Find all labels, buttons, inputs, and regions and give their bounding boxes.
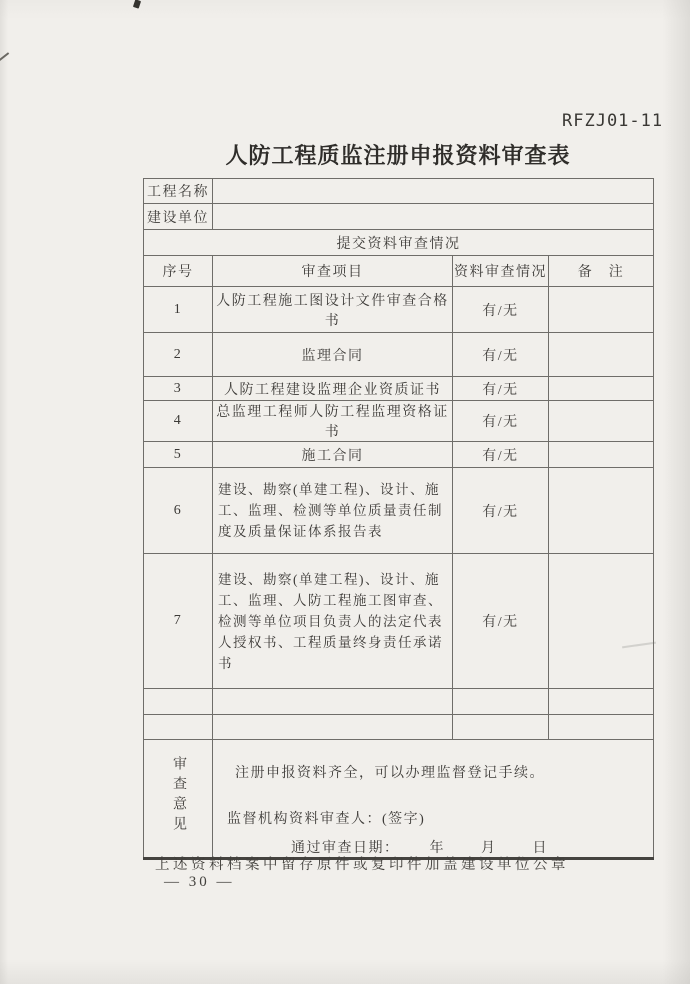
row-status: 有/无 [453,401,549,442]
section-header-row [144,230,654,256]
row-item: 施工合同 [213,442,453,468]
opinion-statement: 注册申报资料齐全，可以办理监督登记手续。 [235,766,545,781]
row-no: 7 [144,554,213,689]
table-row [144,554,654,689]
empty-cell [144,689,213,715]
column-header-row [144,256,654,287]
construction-unit-value [213,204,654,230]
opinion-reviewer-signature-line: 监督机构资料审查人：(签字) [227,812,426,827]
row-item: 监理合同 [213,333,453,377]
review-date-day: 日 [532,841,548,856]
row-item: 人防工程建设监理企业资质证书 [213,377,453,401]
column-header-remark: 备 注 [549,256,654,287]
row-remark [549,377,654,401]
row-status: 有/无 [453,333,549,377]
row-item: 建设、勘察(单建工程)、设计、施工、监理、人防工程施工图审查、检测等单位项目负责人的法定代表人授权书、工程质量终身责任承诺书 [213,554,453,689]
review-date-year: 年 [429,841,445,856]
document-code: RFZJ01-11 [562,111,664,131]
row-item: 建设、勘察(单建工程)、设计、施工、监理、检测等单位质量责任制度及质量保证体系报告表 [213,468,453,554]
row-remark [549,287,654,333]
table-row [144,333,654,377]
project-name-label: 工程名称 [144,179,213,204]
project-name-row [144,179,654,204]
table-row [144,468,654,554]
row-status: 有/无 [453,468,549,554]
row-remark [549,468,654,554]
construction-unit-label: 建设单位 [144,204,213,230]
row-no: 3 [144,377,213,401]
empty-cell [549,689,654,715]
row-item: 人防工程施工图设计文件审查合格书 [213,287,453,333]
row-no: 2 [144,333,213,377]
row-remark [549,333,654,377]
empty-cell [453,715,549,740]
table-row [144,401,654,442]
row-status: 有/无 [453,554,549,689]
project-name-value [213,179,654,204]
row-status: 有/无 [453,442,549,468]
scan-speck [133,0,141,9]
row-status: 有/无 [453,377,549,401]
footnote: 上述资料档案中留存原件或复印件加盖建设单位公章 [155,857,569,873]
empty-row [144,715,654,740]
table-row [144,442,654,468]
empty-cell [213,715,453,740]
row-no: 5 [144,442,213,468]
opinion-label-text: 审查意见 [171,756,186,836]
row-item: 总监理工程师人防工程监理资格证书 [213,401,453,442]
empty-row [144,689,654,715]
row-remark [549,401,654,442]
row-status: 有/无 [453,287,549,333]
column-header-item: 审查项目 [213,256,453,287]
opinion-label [144,740,213,859]
row-remark [549,442,654,468]
construction-unit-row [144,204,654,230]
opinion-content [213,740,654,859]
empty-cell [453,689,549,715]
opinion-row [144,740,654,859]
column-header-no: 序号 [144,256,213,287]
page-number: — 30 — [164,874,235,890]
review-form-table [143,178,654,860]
row-remark [549,554,654,689]
row-no: 1 [144,287,213,333]
table-row [144,377,654,401]
row-no: 4 [144,401,213,442]
scan-edge-mark [0,52,9,62]
review-date-prefix: 通过审查日期： [291,841,400,856]
row-no: 6 [144,468,213,554]
empty-cell [213,689,453,715]
review-date-month: 月 [481,841,497,856]
empty-cell [144,715,213,740]
table-row [144,287,654,333]
column-header-status: 资料审查情况 [453,256,549,287]
section-header: 提交资料审查情况 [144,230,654,256]
page-title: 人防工程质监注册申报资料审查表 [225,143,571,168]
empty-cell [549,715,654,740]
